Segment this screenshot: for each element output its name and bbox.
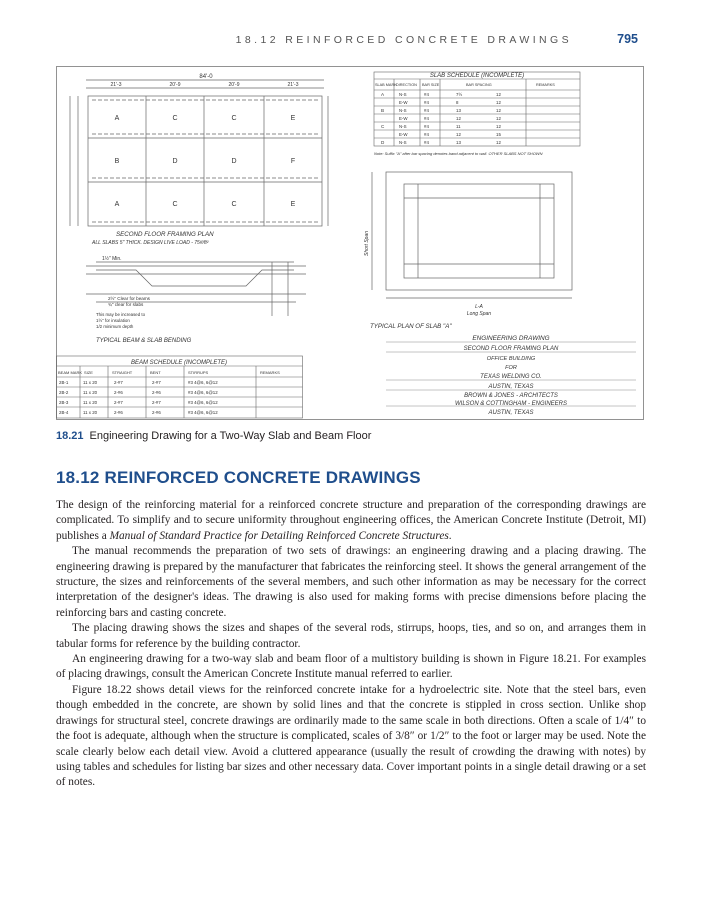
slab-schedule-cell: #4 (424, 100, 429, 105)
slab-schedule-cell: 12 (496, 92, 501, 97)
slab-schedule-cell: #4 (424, 140, 429, 145)
slab-label: E (290, 115, 296, 122)
beam-schedule-cell: 11 x 20 (83, 400, 98, 405)
running-header (0, 34, 702, 54)
slab-schedule-cell: D (381, 140, 385, 145)
slab-schedule-header: DIRECTION (396, 83, 417, 87)
body-text (56, 498, 646, 791)
title-block-line: WILSON & COTTINGHAM - ENGINEERS (454, 401, 568, 407)
slab-label: E (290, 201, 296, 208)
beam-schedule-cell: 11 x 20 (83, 380, 98, 385)
title-block-line: SECOND FLOOR FRAMING PLAN (463, 346, 559, 352)
slab-schedule-cell: 12 (496, 100, 501, 105)
slab-label: B (114, 158, 120, 165)
slab-schedule-cell: N-S (399, 92, 407, 97)
title-block-line: FOR (505, 365, 517, 371)
slab-schedule-cell: 11 (456, 124, 461, 129)
beam-schedule-cell: 2B-1 (59, 380, 69, 385)
slab-schedule-cell: #4 (424, 132, 429, 137)
plan-bay-dim-2: 20'-9 (169, 82, 181, 88)
beam-note: 1/2 minimum depth (96, 324, 134, 329)
beam-note: 1½" for insulation (96, 318, 130, 323)
beam-schedule-cell: 2B-4 (59, 410, 69, 415)
beam-note: This may be increased to (96, 312, 146, 317)
slab-schedule-header: SLAB MARK (375, 83, 397, 87)
slab-schedule-cell: N-S (399, 108, 407, 113)
page-number: 795 (617, 32, 638, 46)
beam-schedule-cell: 2B-3 (59, 400, 69, 405)
slab-label: F (290, 158, 296, 165)
slab-label: A (114, 115, 120, 122)
engineering-drawing (56, 66, 644, 420)
plan-overall-dim: 84'-0 (199, 74, 213, 80)
section-number: 18.12 (56, 468, 100, 487)
slab-label: D (172, 158, 178, 165)
slab-schedule-cell: 12 (496, 124, 501, 129)
slab-schedule-cell: C (381, 124, 385, 129)
slab-label: C (231, 115, 237, 122)
plan-bay-dim-1: 21'-3 (110, 82, 122, 88)
beam-schedule-cell: 2-#6 (114, 390, 123, 395)
slab-schedule-note: Note: Suffix "A" after bar spacing denotes band adjacent to wall. OTHER SLABS NOT SHOWN (374, 151, 543, 156)
beam-schedule-cell: 11 x 20 (83, 390, 98, 395)
slab-label: C (231, 201, 237, 208)
beam-schedule-cell: #3 4@6, 6@12 (188, 380, 218, 385)
figure-number: 18.21 (56, 430, 84, 442)
beam-schedule-header: STIRRUPS (188, 370, 209, 375)
manual-title: Manual of Standard Practice for Detailing Reinforced Concrete Structures (109, 529, 449, 542)
beam-schedule-header: REMARKS (260, 370, 280, 375)
slab-label: C (172, 201, 178, 208)
beam-schedule-cell: #3 4@6, 6@12 (188, 410, 218, 415)
paragraph: Figure 18.22 shows detail views for the reinforced concrete intake for a hydroelectric site. Note that the steel bars, even though embedded in the concrete, are shown by solid lines and that the concrete is stippled in cross section. Unlike shop drawings for structural steel, concrete drawings are ordinarily made to the same scale in both directions. Often a scale of 1/4″ to the foot is adequate, although when the structure is complicated, scales of 3/8″ or 1/2″ to the foot or larger may be used. Note the scale clearly below each detail view. Avoid a cluttered appearance (usually the result of crowding the drawing with notes) by using tables and schedules for listing bar sizes and other necessary data. Cover important points in a single detail drawing or a set of notes. (56, 683, 646, 789)
slab-schedule-cell: 7½ (456, 92, 463, 97)
beam-schedule-header: SIZE (84, 370, 93, 375)
slab-schedule-cell: N-S (399, 140, 407, 145)
paragraph: The manual recommends the preparation of two sets of drawings: an engineering drawing and a placing drawing. The engineering drawing is prepared by the manufacturer that fabricates the reinforcing steel. It shows the general arrangement of the structure, the sizes and reinforcements of the several members, and such other information as may be necessary for the correct interpretation of the designer's ideas. The drawing is also used for making forms with precise dimensions before placing the reinforcing bars and casting concrete. (56, 545, 646, 619)
slab-schedule-cell: #4 (424, 116, 429, 121)
slab-label: A (114, 201, 120, 208)
slab-schedule-header: BAR SPACING (466, 83, 492, 87)
title-block-line: BROWN & JONES - ARCHITECTS (464, 393, 558, 399)
beam-schedule-cell: 2-#7 (152, 380, 161, 385)
beam-schedule-cell: 11 x 20 (83, 410, 98, 415)
beam-schedule-cell: 2-#6 (152, 390, 161, 395)
beam-schedule-cell: 2B-2 (59, 390, 69, 395)
slab-plan-label: Short Span (364, 230, 370, 256)
title-block-line: AUSTIN, TEXAS (488, 410, 534, 416)
plan-title: SECOND FLOOR FRAMING PLAN (116, 231, 214, 238)
title-block-line: OFFICE BUILDING (486, 356, 536, 362)
slab-schedule-cell: B (381, 108, 385, 113)
beam-note: 2½" Clear for beams (108, 296, 150, 301)
beam-schedule-cell: 2-#7 (114, 380, 123, 385)
slab-schedule-title: SLAB SCHEDULE (INCOMPLETE) (429, 73, 525, 79)
paragraph: An engineering drawing for a two-way slab and beam floor of a multistory building is shown in Figure 18.21. For examples of placing drawings, consult the American Concrete Institute manual referred to earlier. (56, 653, 646, 681)
beam-schedule-cell: #3 4@6, 6@12 (188, 400, 218, 405)
slab-schedule-cell: E-W (399, 132, 408, 137)
slab-schedule-cell: E-W (399, 116, 408, 121)
beam-detail-title: TYPICAL BEAM & SLAB BENDING (96, 338, 192, 344)
slab-schedule-cell: N-S (399, 124, 407, 129)
paragraph: The design of the reinforcing material for a reinforced concrete structure and preparation of the corresponding drawings are complicated. To simplify and to secure uniformity throughout engineering offices, the American Concrete Institute (Detroit, MI) publishes a Manual of Standard Practice for Detailing Reinforced Concrete Structures. (56, 499, 646, 542)
slab-schedule-header: BAR SIZE (422, 83, 440, 87)
slab-schedule-cell: A (381, 92, 385, 97)
beam-schedule-cell: 2-#7 (152, 400, 161, 405)
plan-bay-dim-3: 20'-9 (228, 82, 240, 88)
beam-schedule-cell: 2-#6 (114, 410, 123, 415)
beam-schedule-header: BEAM MARK (58, 370, 83, 375)
section-title: REINFORCED CONCRETE DRAWINGS (104, 468, 421, 487)
figure-caption (56, 430, 371, 442)
slab-schedule-cell: 12 (456, 132, 461, 137)
beam-schedule-cell: 2-#7 (114, 400, 123, 405)
title-block-line: ENGINEERING DRAWING (472, 335, 550, 342)
slab-schedule-cell: 12 (496, 116, 501, 121)
beam-schedule-header: BENT (150, 370, 161, 375)
slab-schedule-cell: 12 (496, 108, 501, 113)
beam-schedule-header: STRAIGHT (112, 370, 133, 375)
slab-label: C (172, 115, 178, 122)
slab-plan-label: Long Span (466, 311, 492, 317)
slab-schedule-cell: 13 (456, 108, 461, 113)
slab-schedule-cell: #4 (424, 124, 429, 129)
slab-schedule-header: REMARKS (536, 83, 555, 87)
slab-schedule-cell: 13 (456, 140, 461, 145)
beam-note: 1½" Min. (102, 256, 122, 262)
slab-label: D (231, 158, 237, 165)
slab-schedule-cell: #4 (424, 108, 429, 113)
slab-schedule-cell: 8 (456, 100, 459, 105)
beam-schedule-cell: 2-#6 (152, 410, 161, 415)
slab-schedule-cell: #4 (424, 92, 429, 97)
slab-schedule-cell: E-W (399, 100, 408, 105)
beam-schedule-title: BEAM SCHEDULE (INCOMPLETE) (130, 360, 228, 366)
beam-schedule-cell: #3 4@6, 6@12 (188, 390, 218, 395)
slab-schedule-cell: 15 (496, 132, 501, 137)
running-title: 18.12 REINFORCED CONCRETE DRAWINGS (235, 34, 572, 46)
beam-note: ¾" clear for slabs (108, 302, 144, 307)
slab-schedule-cell: 12 (496, 140, 501, 145)
figure-caption-text: Engineering Drawing for a Two-Way Slab and Beam Floor (89, 430, 372, 442)
slab-plan-label: L-A (475, 304, 483, 310)
section-heading (56, 468, 421, 488)
slab-plan-title: TYPICAL PLAN OF SLAB "A" (370, 323, 452, 330)
figure-engineering-drawing (56, 66, 644, 420)
slab-schedule-cell: 12 (456, 116, 461, 121)
title-block-line: AUSTIN, TEXAS (488, 384, 534, 390)
plan-subtitle: ALL SLABS 5" THICK. DESIGN LIVE LOAD - 75#/ft² (92, 240, 209, 246)
paragraph: The placing drawing shows the sizes and shapes of the several rods, stirrups, hoops, ties, and so on, and arranges them in tabular forms for reference by the building contractor. (56, 622, 646, 650)
title-block-line: TEXAS WELDING CO. (480, 374, 542, 380)
plan-bay-dim-4: 21'-3 (287, 82, 299, 88)
